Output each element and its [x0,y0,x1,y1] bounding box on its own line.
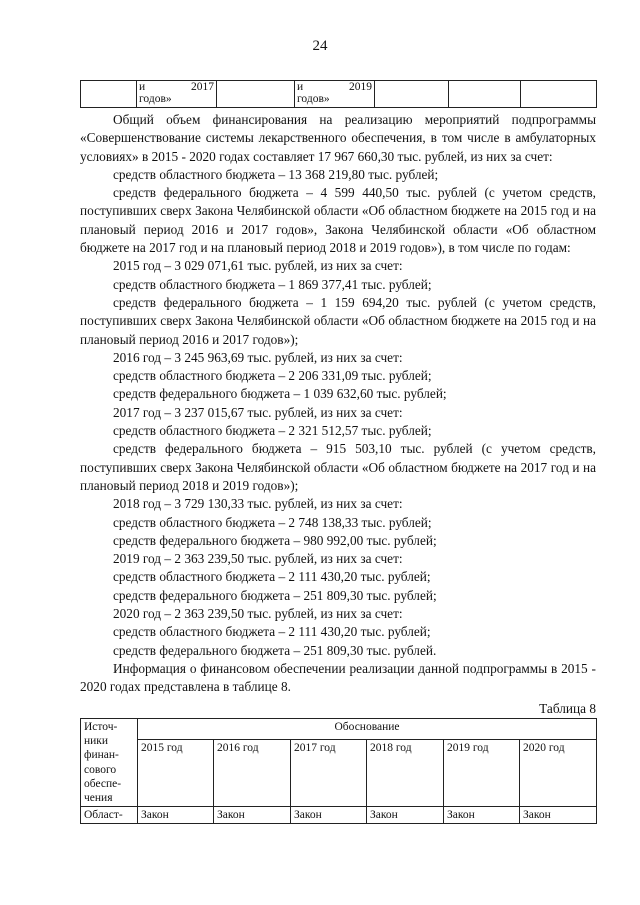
year-header: 2019 год [444,740,520,807]
table-cell: Закон [520,807,597,824]
table-cell: Закон [291,807,367,824]
paragraph: средств федерального бюджета – 1 039 632,60 тыс. рублей; [113,386,447,402]
table-cell [375,81,449,108]
paragraph: 2018 год – 3 729 130,33 тыс. рублей, из них за счет: [113,496,403,512]
group-header: Обоснование [138,719,597,740]
table-cell: Закон [138,807,214,824]
paragraph: Общий объем финансирования на реализацию мероприятий подпрограммы «Совершенствование системы лекарственного обеспечения, в том числе в амбулаторных условиях» в 2015 - 2020 годах составляет 17 967 660,30 тыс. рублей, из них за счет: [80,112,596,164]
paragraph: средств федерального бюджета – 1 159 694,20 тыс. рублей (с учетом средств, поступивших сверх Закона Челябинской области «Об областном бюджете на 2015 год и на плановый период 2016 и 2017 годов»); [80,294,596,347]
cell-text: годов» [297,93,330,105]
year-header: 2020 год [520,740,597,807]
paragraph: средств федерального бюджета – 915 503,10 тыс. рублей (с учетом средств, поступивших сверх Закона Челябинской области «Об областном бюджете на 2017 год и на плановый период 2018 и 2019 годов»); [80,441,596,493]
paragraph: средств областного бюджета – 2 748 138,33 тыс. рублей; [113,514,432,530]
paragraph: средств областного бюджета – 1 869 377,41 тыс. рублей; [113,276,432,292]
table-header-row [81,740,597,807]
year-header: 2015 год [138,740,214,807]
paragraph: средств областного бюджета – 2 206 331,09 тыс. рублей; [113,368,432,384]
table-cell [81,81,137,108]
cell-text: годов» [139,93,172,105]
table-cell: Закон [367,807,444,824]
paragraph: 2015 год – 3 029 071,61 тыс. рублей, из них за счет: [113,258,403,274]
paragraph: Информация о финансовом обеспечении реализации данной подпрограммы в 2015 - 2020 годах представлена в таблице 8. [80,660,596,695]
cell-text: и [139,81,146,93]
cell-text: 2017 [191,81,214,93]
table-cell: Закон [444,807,520,824]
table-header-row [81,719,597,740]
table-cell [295,81,375,108]
paragraph: 2016 год – 3 245 963,69 тыс. рублей, из них за счет: [113,349,403,365]
year-header: 2016 год [214,740,291,807]
source-header: Источ- ники финан- сового обеспе- чения [81,719,138,807]
table-fragment-top [80,80,597,108]
paragraph: средств федерального бюджета – 251 809,30 тыс. рублей. [113,642,437,658]
paragraph: средств областного бюджета – 2 321 512,57 тыс. рублей; [113,423,432,439]
paragraph: 2019 год – 2 363 239,50 тыс. рублей, из них за счет: [113,551,403,567]
table-cell: Закон [214,807,291,824]
row-label: Област- [81,807,138,824]
table-cell [137,81,217,108]
paragraph: средств областного бюджета – 13 368 219,80 тыс. рублей; [113,166,439,182]
table-cell [217,81,295,108]
paragraph: средств федерального бюджета – 980 992,00 тыс. рублей; [113,532,437,548]
cell-text: 2019 [349,81,372,93]
cell-text: и [297,81,304,93]
paragraph: 2017 год – 3 237 015,67 тыс. рублей, из них за счет: [113,404,403,420]
table-cell [449,81,521,108]
table-cell [521,81,597,108]
table-row [81,807,597,824]
body-text [80,111,596,697]
page-number: 24 [312,38,328,54]
year-header: 2017 год [291,740,367,807]
table-row [81,81,597,108]
paragraph: средств федерального бюджета – 4 599 440,50 тыс. рублей (с учетом средств, поступивших сверх Закона Челябинской области «Об областном бюджете на 2015 год и на плановый период 2016 и 2017 годов», Закона Челябинской области «Об областном бюджете на 2017 год и на плановый период 2018 и 2019 годов»), в том числе по годам: [80,185,596,256]
table-caption: Таблица 8 [539,701,596,716]
paragraph: 2020 год – 2 363 239,50 тыс. рублей, из них за счет: [113,606,403,622]
paragraph: средств областного бюджета – 2 111 430,20 тыс. рублей; [113,569,431,585]
paragraph: средств областного бюджета – 2 111 430,20 тыс. рублей; [113,624,431,640]
paragraph: средств федерального бюджета – 251 809,30 тыс. рублей; [113,587,437,603]
year-header: 2018 год [367,740,444,807]
financing-table [80,718,597,824]
